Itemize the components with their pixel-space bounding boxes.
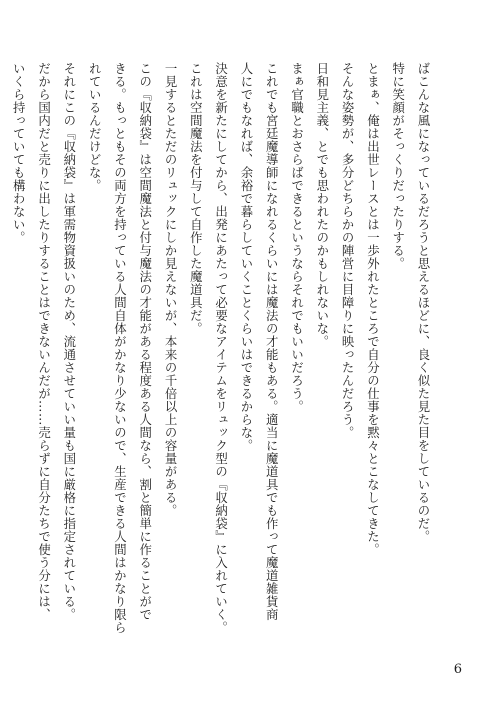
text-line-18 [0,62,6,652]
text-line-11: 一見するとただのリュックにしか見えないが、本来の千倍以上の容量がある。 [163,62,179,517]
text-line-5: 日和見主義、とでも思われたのかもしれないな。 [314,62,330,348]
text-line-12: この『収納袋』は空間魔法と付与魔法の才能がある程度ある人間なら、割と簡単に作ることがで [137,62,153,621]
text-line-7: これでも宮廷魔導師になれるくらいには魔法の才能もある。適当に魔道具でも作って魔道雑貨商 [264,62,280,621]
text-line-3: とまぁ、俺は出世レースとは一歩外れたところで自分の仕事を黙々とこなしてきた。 [365,62,381,556]
text-line-13: きる。もっともその両方を持っている人間自体がかなり少ないので、生産できる人間はかなり限ら [112,62,128,634]
text-line-4: そんな姿勢が、多分どちらかの陣営に目障りに映ったんだろう。 [340,62,356,439]
text-line-17: いくら持っていても構わない。 [11,62,27,244]
text-line-9: 決意を新たにしてから、出発にあたって必要なアイテムをリュック型の『収納袋』に入れていく。 [213,62,229,634]
text-line-14: れているんだけどな。 [87,62,103,192]
text-line-10: これは空間魔法を付与して自作した魔道具だ。 [188,62,204,335]
body-text [0,62,436,652]
text-line-2: 特に笑顔がそっくりだったりする。 [390,62,406,270]
text-line-16: だから国内だと売りに出したりすることはできないんだが……売らずに自分たちで使う分には、 [36,62,52,621]
text-line-8: 人にでもなれば、余裕で暮らしていくことくらいはできるからな。 [238,62,254,452]
text-line-1: ばこんな風になっているだろうと思えるほどに、良く似た見た目をしているのだ。 [416,62,431,543]
page-number: 6 [453,662,462,677]
text-line-6: まぁ官職とおさらばできるというならそれでもいいだろう。 [289,62,305,413]
text-line-15: それにこの『収納袋』は軍需物資扱いのため、流通させていい量も国に厳格に指定されている。 [61,62,77,621]
